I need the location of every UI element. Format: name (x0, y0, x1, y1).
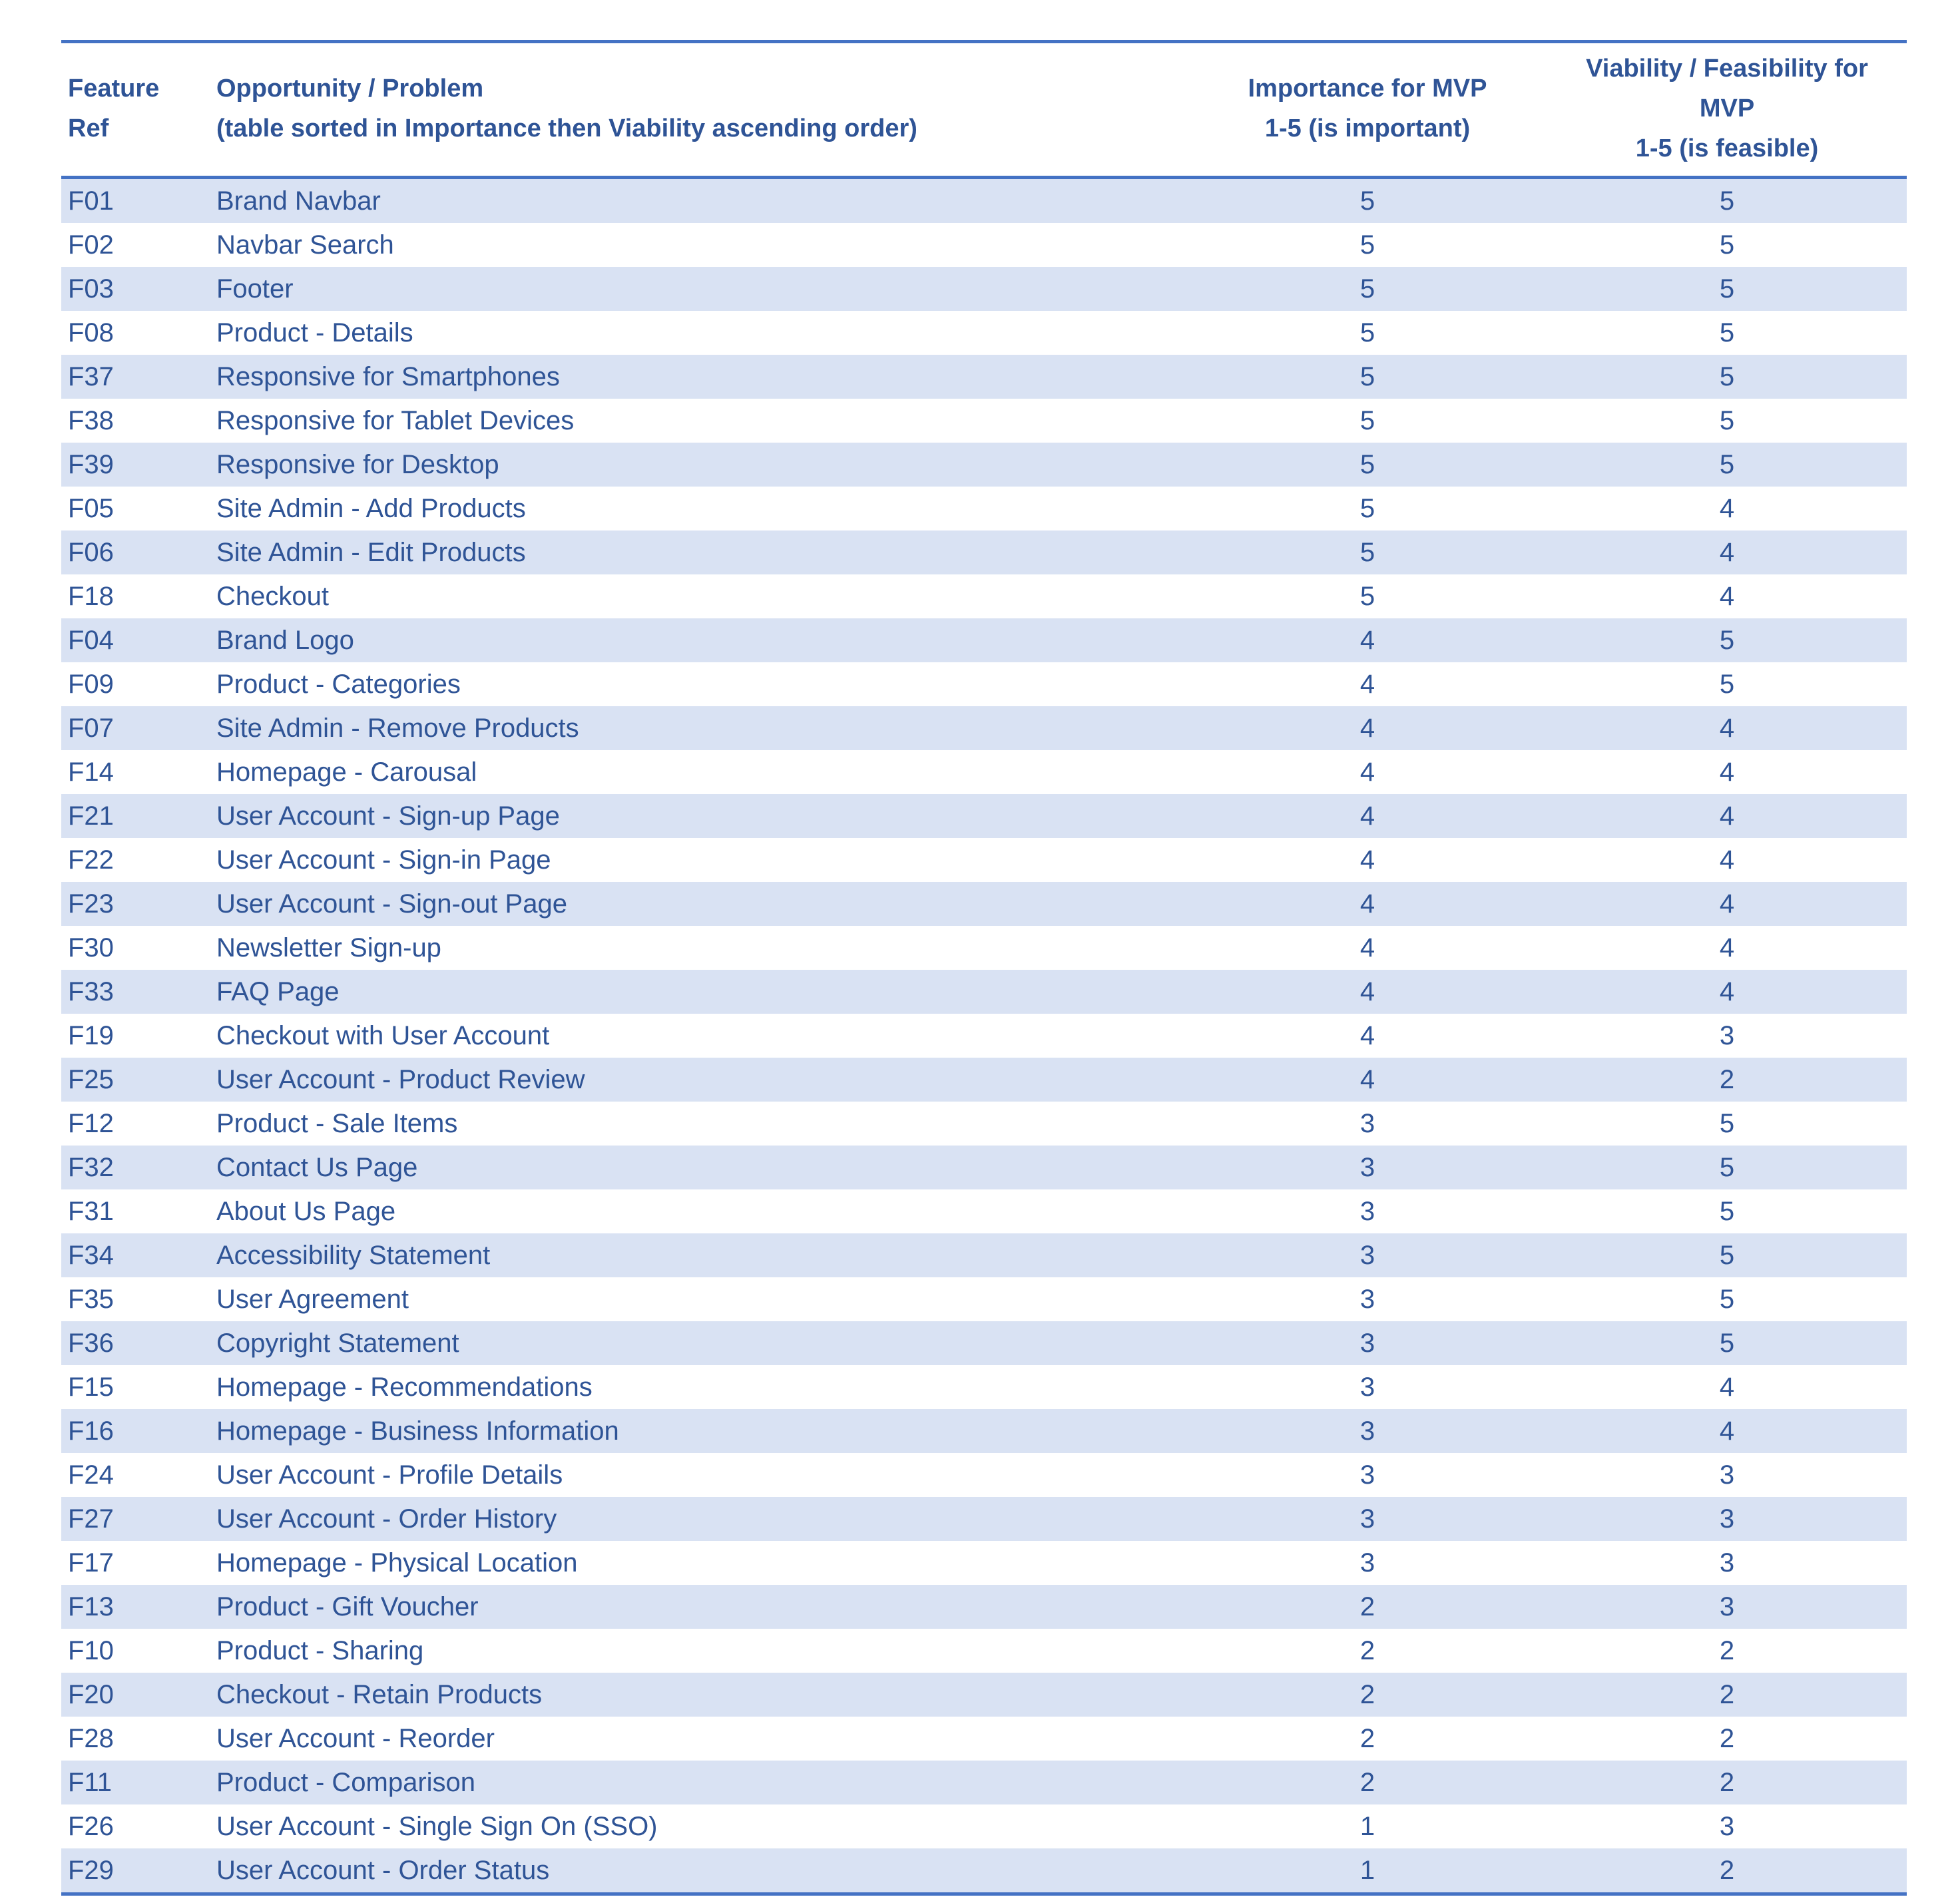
importance-cell: 4 (1359, 1021, 1375, 1050)
feature-ref-cell: F31 (68, 1197, 114, 1226)
feature-ref-cell: F24 (68, 1460, 114, 1490)
viability-cell: 2 (1719, 1724, 1735, 1753)
feature-ref-cell: F37 (68, 362, 114, 391)
feature-ref-cell: F08 (68, 318, 114, 347)
importance-cell: 2 (1359, 1724, 1375, 1753)
table-row (61, 267, 1907, 311)
opportunity-cell: Product - Sale Items (216, 1109, 458, 1138)
importance-cell: 4 (1359, 801, 1375, 831)
importance-cell: 2 (1359, 1592, 1375, 1621)
importance-cell: 3 (1359, 1109, 1375, 1138)
viability-cell: 5 (1719, 230, 1735, 260)
feature-ref-cell: F35 (68, 1285, 114, 1314)
importance-cell: 4 (1359, 757, 1375, 787)
opportunity-cell: Product - Categories (216, 670, 461, 699)
table-row (61, 1409, 1907, 1453)
header-viability (1554, 49, 1900, 168)
viability-cell: 5 (1719, 362, 1735, 391)
importance-cell: 4 (1359, 933, 1375, 962)
viability-cell: 3 (1719, 1592, 1735, 1621)
importance-cell: 2 (1359, 1636, 1375, 1665)
viability-cell: 5 (1719, 626, 1735, 655)
importance-cell: 2 (1359, 1768, 1375, 1797)
feature-ref-cell: F07 (68, 714, 114, 743)
opportunity-cell: Homepage - Physical Location (216, 1548, 578, 1578)
opportunity-cell: User Account - Order History (216, 1504, 557, 1534)
viability-cell: 4 (1719, 757, 1735, 787)
viability-cell: 4 (1719, 801, 1735, 831)
feature-ref-cell: F17 (68, 1548, 114, 1578)
feature-ref-cell: F32 (68, 1153, 114, 1182)
importance-cell: 5 (1359, 450, 1375, 479)
table-row (61, 1233, 1907, 1277)
opportunity-cell: User Account - Single Sign On (SSO) (216, 1812, 658, 1841)
opportunity-cell: Homepage - Business Information (216, 1416, 619, 1446)
feature-ref-cell: F09 (68, 670, 114, 699)
viability-cell: 5 (1719, 1109, 1735, 1138)
opportunity-cell: User Account - Product Review (216, 1065, 585, 1094)
feature-ref-cell: F20 (68, 1680, 114, 1709)
opportunity-cell: User Account - Profile Details (216, 1460, 563, 1490)
opportunity-cell: Checkout with User Account (216, 1021, 550, 1050)
feature-ref-cell: F04 (68, 626, 114, 655)
viability-cell: 3 (1719, 1021, 1735, 1050)
table-row (61, 662, 1907, 706)
table-row (61, 223, 1907, 267)
opportunity-cell: User Agreement (216, 1285, 409, 1314)
feature-ref-cell: F13 (68, 1592, 114, 1621)
importance-cell: 3 (1359, 1329, 1375, 1358)
viability-cell: 2 (1719, 1065, 1735, 1094)
table-row (61, 1453, 1907, 1497)
table-row (61, 1585, 1907, 1629)
viability-cell: 2 (1719, 1856, 1735, 1885)
importance-cell: 4 (1359, 670, 1375, 699)
header-opportunity (216, 69, 917, 148)
table-row (61, 1848, 1907, 1892)
opportunity-cell: Product - Comparison (216, 1768, 476, 1797)
table-row (61, 1673, 1907, 1717)
importance-cell: 2 (1359, 1680, 1375, 1709)
table-row (61, 574, 1907, 618)
opportunity-cell: Checkout (216, 582, 329, 611)
viability-cell: 4 (1719, 845, 1735, 875)
opportunity-cell: Product - Gift Voucher (216, 1592, 479, 1621)
table-row (61, 1102, 1907, 1146)
header-text: 1-5 (is important) (1264, 114, 1471, 142)
importance-cell: 5 (1359, 274, 1375, 304)
viability-cell: 5 (1719, 1197, 1735, 1226)
opportunity-cell: Homepage - Carousal (216, 757, 477, 787)
table-row (61, 1541, 1907, 1585)
feature-ref-cell: F12 (68, 1109, 114, 1138)
table-row (61, 1321, 1907, 1365)
feature-priority-table (61, 40, 1907, 1896)
importance-cell: 3 (1359, 1504, 1375, 1534)
table-row (61, 1717, 1907, 1761)
importance-cell: 3 (1359, 1153, 1375, 1182)
viability-cell: 4 (1719, 977, 1735, 1006)
feature-ref-cell: F23 (68, 889, 114, 919)
importance-cell: 4 (1359, 714, 1375, 743)
opportunity-cell: Brand Logo (216, 626, 354, 655)
opportunity-cell: Responsive for Tablet Devices (216, 406, 575, 435)
table-row (61, 179, 1907, 223)
opportunity-cell: Product - Sharing (216, 1636, 424, 1665)
header-importance (1208, 69, 1527, 148)
header-text: MVP (1699, 95, 1755, 122)
opportunity-cell: User Account - Order Status (216, 1856, 550, 1885)
feature-ref-cell: F29 (68, 1856, 114, 1885)
opportunity-cell: Site Admin - Remove Products (216, 714, 579, 743)
opportunity-cell: Brand Navbar (216, 186, 381, 216)
viability-cell: 5 (1719, 1153, 1735, 1182)
table-row (61, 1146, 1907, 1189)
feature-ref-cell: F14 (68, 757, 114, 787)
table-row (61, 311, 1907, 355)
table-row (61, 794, 1907, 838)
importance-cell: 1 (1359, 1856, 1375, 1885)
importance-cell: 5 (1359, 406, 1375, 435)
table-row (61, 1804, 1907, 1848)
viability-cell: 4 (1719, 1372, 1735, 1402)
feature-ref-cell: F02 (68, 230, 114, 260)
table-row (61, 355, 1907, 399)
viability-cell: 5 (1719, 450, 1735, 479)
header-text: (table sorted in Importance then Viability ascending order) (216, 114, 917, 142)
viability-cell: 3 (1719, 1812, 1735, 1841)
viability-cell: 3 (1719, 1460, 1735, 1490)
feature-ref-cell: F27 (68, 1504, 114, 1534)
opportunity-cell: Accessibility Statement (216, 1241, 491, 1270)
viability-cell: 5 (1719, 1329, 1735, 1358)
feature-ref-cell: F19 (68, 1021, 114, 1050)
feature-ref-cell: F25 (68, 1065, 114, 1094)
viability-cell: 5 (1719, 274, 1735, 304)
opportunity-cell: Responsive for Desktop (216, 450, 499, 479)
opportunity-cell: Product - Details (216, 318, 413, 347)
opportunity-cell: Site Admin - Edit Products (216, 538, 526, 567)
header-text: Ref (68, 114, 109, 142)
viability-cell: 2 (1719, 1680, 1735, 1709)
feature-ref-cell: F10 (68, 1636, 114, 1665)
header-feature-ref (68, 69, 159, 148)
importance-cell: 1 (1359, 1812, 1375, 1841)
importance-cell: 3 (1359, 1241, 1375, 1270)
viability-cell: 4 (1719, 889, 1735, 919)
importance-cell: 4 (1359, 845, 1375, 875)
importance-cell: 3 (1359, 1285, 1375, 1314)
table-row (61, 750, 1907, 794)
viability-cell: 5 (1719, 670, 1735, 699)
opportunity-cell: User Account - Sign-out Page (216, 889, 567, 919)
viability-cell: 5 (1719, 406, 1735, 435)
viability-cell: 4 (1719, 1416, 1735, 1446)
viability-cell: 5 (1719, 318, 1735, 347)
viability-cell: 5 (1719, 1241, 1735, 1270)
importance-cell: 3 (1359, 1416, 1375, 1446)
opportunity-cell: FAQ Page (216, 977, 340, 1006)
feature-ref-cell: F16 (68, 1416, 114, 1446)
importance-cell: 3 (1359, 1460, 1375, 1490)
table-row (61, 618, 1907, 662)
opportunity-cell: Checkout - Retain Products (216, 1680, 543, 1709)
feature-ref-cell: F36 (68, 1329, 114, 1358)
feature-ref-cell: F05 (68, 494, 114, 523)
opportunity-cell: User Account - Reorder (216, 1724, 495, 1753)
opportunity-cell: Contact Us Page (216, 1153, 418, 1182)
table-row (61, 838, 1907, 882)
feature-ref-cell: F15 (68, 1372, 114, 1402)
table-row (61, 1629, 1907, 1673)
importance-cell: 3 (1359, 1197, 1375, 1226)
feature-ref-cell: F01 (68, 186, 114, 216)
feature-ref-cell: F26 (68, 1812, 114, 1841)
opportunity-cell: User Account - Sign-up Page (216, 801, 560, 831)
feature-ref-cell: F38 (68, 406, 114, 435)
feature-ref-cell: F30 (68, 933, 114, 962)
feature-ref-cell: F06 (68, 538, 114, 567)
feature-ref-cell: F28 (68, 1724, 114, 1753)
table-row (61, 399, 1907, 443)
opportunity-cell: User Account - Sign-in Page (216, 845, 551, 875)
viability-cell: 4 (1719, 714, 1735, 743)
importance-cell: 4 (1359, 626, 1375, 655)
viability-cell: 4 (1719, 933, 1735, 962)
viability-cell: 4 (1719, 538, 1735, 567)
feature-ref-cell: F22 (68, 845, 114, 875)
importance-cell: 3 (1359, 1548, 1375, 1578)
opportunity-cell: Homepage - Recommendations (216, 1372, 593, 1402)
opportunity-cell: Footer (216, 274, 294, 304)
feature-ref-cell: F03 (68, 274, 114, 304)
feature-ref-cell: F21 (68, 801, 114, 831)
table-row (61, 970, 1907, 1014)
table-row (61, 1761, 1907, 1804)
importance-cell: 5 (1359, 318, 1375, 347)
feature-ref-cell: F39 (68, 450, 114, 479)
viability-cell: 5 (1719, 1285, 1735, 1314)
importance-cell: 4 (1359, 889, 1375, 919)
opportunity-cell: Newsletter Sign-up (216, 933, 441, 962)
feature-ref-cell: F11 (68, 1768, 112, 1797)
table-row (61, 530, 1907, 574)
header-text: Viability / Feasibility for (1586, 55, 1868, 83)
header-text: 1-5 (is feasible) (1635, 134, 1819, 162)
opportunity-cell: Site Admin - Add Products (216, 494, 526, 523)
opportunity-cell: About Us Page (216, 1197, 396, 1226)
table-body (61, 179, 1907, 1892)
table-row (61, 443, 1907, 487)
opportunity-cell: Copyright Statement (216, 1329, 459, 1358)
importance-cell: 5 (1359, 538, 1375, 567)
viability-cell: 3 (1719, 1548, 1735, 1578)
importance-cell: 3 (1359, 1372, 1375, 1402)
importance-cell: 4 (1359, 977, 1375, 1006)
importance-cell: 4 (1359, 1065, 1375, 1094)
header-text: Importance for MVP (1248, 75, 1487, 103)
feature-ref-cell: F18 (68, 582, 114, 611)
table-row (61, 487, 1907, 530)
importance-cell: 5 (1359, 362, 1375, 391)
table-row (61, 926, 1907, 970)
viability-cell: 5 (1719, 186, 1735, 216)
viability-cell: 3 (1719, 1504, 1735, 1534)
viability-cell: 4 (1719, 582, 1735, 611)
opportunity-cell: Responsive for Smartphones (216, 362, 560, 391)
table-row (61, 1365, 1907, 1409)
header-text: Feature (68, 75, 160, 103)
table-row (61, 882, 1907, 926)
table-row (61, 1014, 1907, 1058)
table-row (61, 1058, 1907, 1102)
table-row (61, 706, 1907, 750)
header-text: Opportunity / Problem (216, 75, 484, 103)
importance-cell: 5 (1359, 230, 1375, 260)
feature-ref-cell: F34 (68, 1241, 114, 1270)
feature-ref-cell: F33 (68, 977, 114, 1006)
viability-cell: 2 (1719, 1636, 1735, 1665)
viability-cell: 4 (1719, 494, 1735, 523)
opportunity-cell: Navbar Search (216, 230, 394, 260)
importance-cell: 5 (1359, 582, 1375, 611)
importance-cell: 5 (1359, 494, 1375, 523)
table-header (61, 43, 1907, 179)
table-row (61, 1277, 1907, 1321)
table-row (61, 1497, 1907, 1541)
viability-cell: 2 (1719, 1768, 1735, 1797)
table-row (61, 1189, 1907, 1233)
importance-cell: 5 (1359, 186, 1375, 216)
